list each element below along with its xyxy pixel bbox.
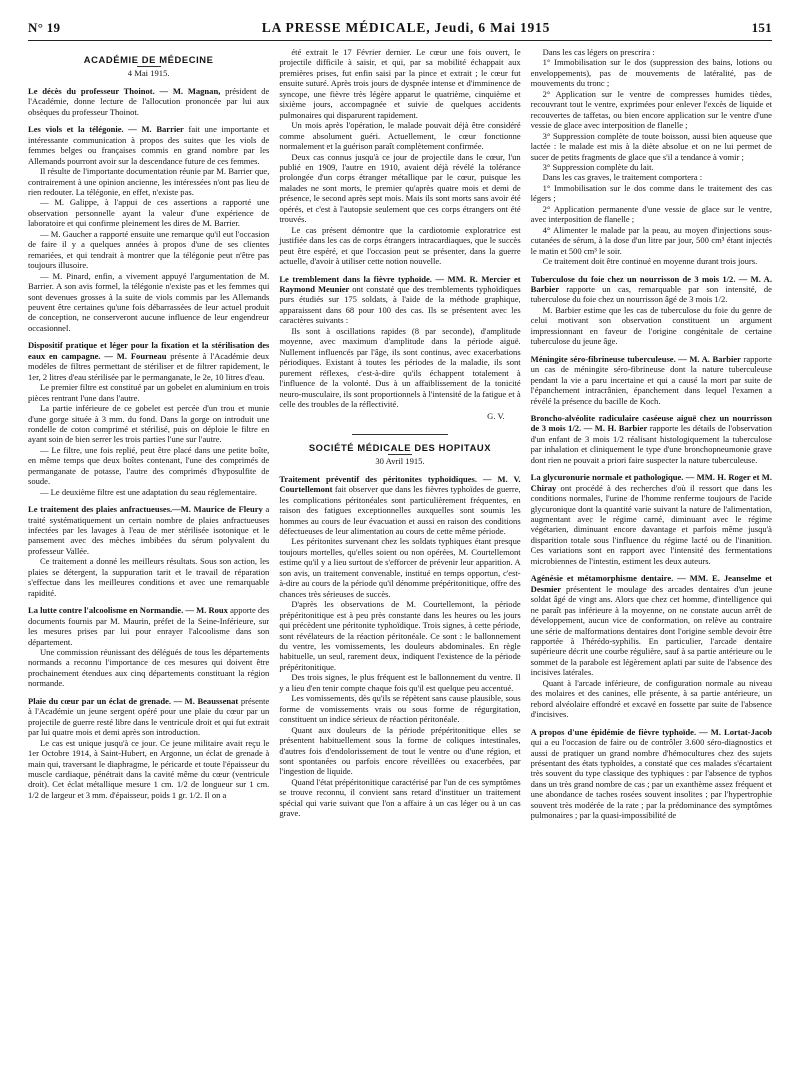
paragraph: Les péritonites survenant chez les soldats typhiques étant presque toujours mortelles, qu'elles soient ou non opérées, M. Courtellemont estime qu'il y a lieu surtout de s'efforcer de prévenir leur apparition. A son avis, un traitement convenable, institué en temps opportun, c'est-à-dire au cours de la période qu'il dénomme prépéritonitique, offre des chances très sérieuses de succès.: [279, 536, 521, 599]
article-text: rapporte un cas de méningite séro-fibrineuse dont la nature tuberculeuse pendant la vie a paru incertaine et qui a causé la mort par suite de l'épanchement intracrânien, épanchement dans lequel l'examen a révélé la présence du bacille de Koch.: [530, 353, 772, 406]
paragraph: Il résulte de l'importante documentation réunie par M. Barrier que, contrairement à une opinion ancienne, les intéressées n'ont pas lieu de rien redouter. La télégonie, en effet, n'existe pas.: [28, 166, 270, 197]
article-paragraph: [531, 472, 772, 566]
paragraph: M. Barbier estime que les cas de tuberculose du foie du genre de celui motivant son observation constituent un argument impressionnant en faveur de l'origine congénitale de certaine tuberculose du jeune âge.: [530, 304, 772, 347]
article-text: ont procédé à des recherches d'où il ressort que dans les conditions normales, l'urine de l'homme renferme toujours de l'acide glycuronique dont la quantité varie suivant la nature de l'alimentation, augmentant avec le régime carné, diminuant avec le régime végétarien, diminuant encore davantage et parfois même jusqu'à disparition totale sous l'influence du régime lacté ou de l'inanition. Ces variations sont en rapport avec l'intensité des fermentations microbiennes de l'intestin, estiment les deux auteurs.: [530, 482, 772, 566]
article-title: La lutte contre l'alcoolisme en Normandie. — M. Roux: [28, 605, 228, 616]
paragraph: 1° Immobilisation sur le dos (suppression des bains, lotions ou enveloppements), pas de mouvements de latéralité, pas de mouvements du tronc ;: [530, 57, 772, 89]
continued-paragraph: Dans les cas légers on prescrira :: [542, 47, 655, 57]
paragraph: Deux cas connus jusqu'à ce jour de projectile dans le cœur, l'un publié en 1909, l'autre en 1910, avaient déjà révélé la tolérance prolongée d'un corps étranger métallique par le cœur, puisque les malades ne sont morts, le premier qu'après quatre mois et demi de présence, le second après sept mois. Mais ils sont morts sans avoir été opérés, et c'est à l'autopsie seulement que ces corps étrangers ont été trouvés.: [279, 151, 521, 225]
paragraph: Ce traitement doit être continué en moyenne durant trois jours.: [542, 256, 758, 267]
paragraph: Dans les cas graves, le traitement comportera :: [542, 172, 703, 183]
article-title: Dispositif pratique et léger pour la fixation et la stérilisation des eaux en campagne. — M. Fourneau: [28, 340, 270, 361]
article-title: Broncho-alvéolite radiculaire caséeuse aiguë chez un nourrisson de 3 mois 1/2. — M. H. Barbier: [530, 412, 772, 434]
session-date: 4 Mai 1915.: [127, 68, 170, 79]
article-text: rapporte les détails de l'observation d'un enfant de 3 mois 1/2 réalisant histologiquement la tuberculose par inhalation et cliniquement le type d'une bronchopneumonie grave dont rien ne pouvait a priori faire suspecter la nature tuberculeuse.: [530, 423, 772, 465]
heading-rule: [137, 66, 161, 67]
paragraph: — Le filtre, une fois replié, peut être placé dans une petite boîte, en même temps que deux boîtes contenant, l'une des comprimés de permanganate de potasse, l'autre des comprimés d'hyposulfite de soude.: [28, 444, 270, 487]
article-text: fait observer que dans les fièvres typhoïdes de guerre, les complications péritonéales sont particulièrement fréquentes, en raison des fatigues exceptionnelles auxquelles sont soumis les hommes au cours de leur évacuation et aussi en raison des conditions défectueuses de leur alimentation au cours de cette même période.: [279, 484, 521, 537]
article-title: Le tremblement dans la fièvre typhoïde. — MM. R. Mercier et Raymond Meunier: [279, 273, 521, 294]
paragraph: 3° Suppression complète du lait.: [542, 161, 654, 172]
paragraph: Ce traitement a donné les meilleurs résultats. Sous son action, les plaies se détergent, la suppuration tarit et le travail de réparation s'effectue dans les meilleures conditions et avec une remarquable rapidité.: [28, 556, 270, 598]
paragraph: — Le deuxième filtre est une adaptation du seau réglementaire.: [40, 486, 257, 497]
session-date: 30 Avril 1915.: [375, 456, 425, 467]
article-paragraph: [28, 504, 269, 556]
section-heading: SOCIÉTÉ MÉDICALE DES HOPITAUX: [308, 441, 492, 453]
article-paragraph: [28, 86, 269, 117]
paragraph: Les vomissements, dès qu'ils se répètent sans cause plausible, sous forme de vomissements vrais ou sous forme de régurgitation, constituent un indice sérieux de réaction péritonéale.: [279, 693, 521, 725]
journal-title: LA PRESSE MÉDICALE, Jeudi, 6 Mai 1915: [261, 20, 551, 35]
article-text: présente à l'Académie un jeune sergent opéré pour une plaie du cœur par un projectile de guerre resté libre dans le ventricule droit et qui fut extrait par lui quatre mois et demi après son introduction.: [28, 695, 270, 738]
paragraph: 2° Application sur le ventre de compresses humides tièdes, recouvrant tout le ventre, exprimées pour enlever l'excès de liquide et recouvertes de taffetas, ou bien encore application sur le ventre d'une vessie de glace avec interposition de flanelle ;: [530, 88, 772, 131]
continued-paragraph: été extrait le 17 Février dernier. Le cœur une fois ouvert, le projectile difficile à saisir, et qui, par sa mobilité échappait aux premières prises, fut enfin saisi par la pince et extrait ; le cœur fut ensuite suturé. Après trois jours de dyspnée intense et d'imminence de syncope, une fièvre très légère apparut le quatrième, cinquième et sixième jours, accompagnée et suivie de quelques accidents pulmonaires qui disparurent rapidement.: [279, 47, 521, 120]
page-number: 151: [751, 20, 772, 35]
article-title: Le décès du professeur Thoinot. — M. Magnan,: [28, 85, 221, 96]
paragraph: Ils sont à oscillations rapides (8 par seconde), d'amplitude moyenne, avec maximum d'amplitude dans la période aiguë. Nullement influencés par l'âge, ils sont continus, avec exacerbations périodiques. Existant à toutes les périodes de la maladie, ils sont purement réflexes, c'est-à-dire qu'ils échappent totalement à l'influence de la volonté. Dus à un affaiblissement de la tonicité neuro-musculaire, ils sont proportionnels à l'intensité de la fatigue et à celle des troubles de la réflectivité.: [279, 325, 521, 409]
article-title: A propos d'une épidémie de fièvre typhoïde. — M. Lortat-Jacob: [530, 726, 772, 737]
paragraph: Une commission réunissant des délégués de tous les départements normands a reconnu l'importance de ces mesures qui doivent être prochainement étendues aux cinq départements constituant la région normande.: [28, 647, 270, 689]
article-title: Traitement préventif des péritonites typhoïdiques. — M. V. Courtellemont: [279, 473, 521, 495]
issue-number: N° 19: [28, 20, 61, 35]
article-text: président de l'Académie, donne lecture de l'allocution prononcée par lui aux obsèques du professeur Thoinot.: [28, 85, 270, 117]
paragraph: Le cas présent démontre que la cardiotomie exploratrice est justifiée dans les cas de corps étrangers intracardiaques, que le succès peut être espéré, et que l'occasion peut se présenter, dans la guerre actuelle, d'avoir à utiliser cette notion nouvelle.: [279, 224, 521, 267]
article-text: présentent le moulage des arcades dentaires d'un jeune soldat âgé de vingt ans. Alors que chez cet homme, d'intelligence qui ne paraît pas inférieure à la moyenne, on ne constate aucun arrêt de développement, aucun vice de conformation, on relève au contraire une série de malformations dentaires dont l'origine semble devoir être rapportée à l'hérédo-syphilis. En particulier, l'arcade dentaire supérieure décrit une courbe régulière, sauf à sa partie antérieure ou le sommet de la parabole est légèrement aplati par suite de l'absence des incisives latérales.: [530, 583, 772, 678]
section-separator: [352, 434, 448, 435]
article-text: ont constaté que des tremblements typhoïdiques purs étudiés sur 175 soldats, à l'aide de la méthode graphique, apparaissent dans 68 pour 100 des cas. Ils se présentent avec les caractères suivants :: [279, 283, 521, 326]
article-paragraph: [531, 354, 772, 406]
article-text: apporte des documents fournis par M. Maurin, préfet de la Seine-Inférieure, sur les mesures prises par lui pour enrayer l'alcoolisme dans son département.: [28, 605, 270, 647]
article-text: présente à l'Académie deux modèles de filtres permettant de stériliser et de filtrer rapidement, le 1er, 2 litres d'eau stérilisée par le permanganate, le 2e, 10 litres d'eau.: [28, 350, 270, 382]
paragraph: La partie inférieure de ce gobelet est percée d'un trou et munie d'une gorge située à 3 mm. du fond. Dans la gorge on introduit une rondelle de coton comprimé et stérilisé, puis on déploie le filtre en ayant soin de bien serrer les trois parties l'une sur l'autre.: [28, 403, 270, 445]
paragraph: 3° Suppression complète de toute boisson, aussi bien aqueuse que lactée : le malade est mis à la diète absolue et on ne lui permet de sucer de petits fragments de glace que s'il a tendance à vomir ;: [530, 130, 772, 162]
paragraph: Quant aux douleurs de la période prépéritonitique elles se présentent habituellement sous la forme de coliques intestinales, d'autres fois d'endolorissement de tout le ventre ou d'une région, et sont spontanées ou parfois encore réveillées ou exacerbées, par l'ingestion de liquide.: [279, 724, 521, 777]
article-title: Les viols et la télégonie. — M. Barrier: [28, 124, 184, 135]
paragraph: — M. Gaucher a rapporté ensuite une remarque qu'il eut l'occasion de faire il y a quelques années à propos d'une de ses clientes remariées, et qui tendrait à montrer que la télégonie peut n'être pas toujours illusoire.: [28, 228, 270, 271]
article-title: Tuberculose du foie chez un nourrisson de 3 mois 1/2. — M. A. Barbier: [530, 273, 772, 294]
paragraph: D'après les observations de M. Courtellemont, la période prépéritonitique est à peu près constante dans les heures ou les jours qui précèdent une péritonite typhoïdique. Trois signes, à cette période, sont révélateurs de la réaction péritonéale. Ce sont : le ballonnement du ventre, les vomissements, les douleurs abdominales. En règle habituelle, un seul, rarement deux, indiquent l'existence de la période prépéritonitique.: [279, 599, 521, 672]
text-columns: [28, 47, 772, 1076]
article-title: Le traitement des plaies anfractueuses.—M. Maurice de Fleury: [28, 504, 263, 515]
paragraph: Quand l'état prépéritonitique caractérisé par l'un de ces symptômes se trouve reconnu, il convient sans retard d'instituer un traitement spécial qui varie suivant que l'on a affaire à un cas léger ou à un cas grave.: [279, 776, 521, 819]
article-title: Plaie du cœur par un éclat de grenade. — M. Beaussenat: [28, 695, 239, 706]
article-paragraph: [28, 340, 269, 382]
column-2: [279, 47, 520, 1076]
article-text: rapporte un cas, remarquable par son intensité, de tuberculose du foie chez un nourrisson âgé de 3 mois 1/2.: [530, 283, 772, 305]
article-text: a traité systématiquement un certain nombre de plaies anfractueuses infectées par les lavages à l'eau de mer stérilisée isotonique et le pansement avec des mèches imbibées du sérum polyvalent du professeur Vallée.: [28, 504, 270, 556]
article-text: qui a eu l'occasion de faire ou de contrôler 3.600 séro-diagnostics et aussi de pratiquer un grand nombre d'hémocultures chez des sujets présentant des états typhoïdes, a constaté que ces malades s'écartaient très souvent du type classique des typhiques : par l'absence de typhos dans un très grand nombre de cas ; par un exanthème assez fréquent et une abondance de taches rosées souvent insolites ; par l'hypertrophie souvent très modérée de la rate ; par la prédominance des symptômes pulmonaires ; par la quasi-impossibilité de: [530, 737, 772, 821]
signature: G. V.: [487, 411, 505, 422]
paragraph: Quant à l'arcade inférieure, de configuration normale au niveau des molaires et des canines, elle présente, à sa partie antérieure, un rebord alvéolaire effondré et excavé en fossette par suite de l'absence d'incisives.: [530, 677, 772, 720]
column-3: [531, 47, 772, 1076]
article-text: fait une importante et intéressante communication à propos des suites que les viols de femmes belges ou françaises commis en grand nombre par les Allemands pourront avoir sur la descendance future de ces femmes.: [28, 124, 270, 166]
paragraph: — M. Pinard, enfin, a vivement appuyé l'argumentation de M. Barrier. A son avis formel, la télégonie n'existe pas et les femmes qui sont devenues grosses à la suite de viols commis par les Allemands peuvent être certaines qu'une fois débarrassées de leur actuel produit de conception, ne conserveront aucune influence de leur engendreur occasionnel.: [28, 270, 270, 333]
page-header: [28, 20, 772, 40]
article-paragraph: [28, 605, 269, 647]
article-title: Méningite séro-fibrineuse tuberculeuse. — M. A. Barbier: [530, 353, 741, 364]
article-paragraph: [28, 124, 269, 166]
heading-rule: [388, 454, 412, 455]
article-title: Agénésie et métamorphisme dentaire. — MM. E. Jeanselme et Desmier: [530, 573, 772, 594]
paragraph: Des trois signes, le plus fréquent est le ballonnement du ventre. Il y a lieu d'en tenir compte chaque fois qu'il est quelque peu accentué.: [279, 672, 521, 693]
article-title: La glycuronurie normale et pathologique. — MM. H. Roger et M. Chiray: [530, 472, 772, 493]
header-rule: [28, 40, 772, 41]
article-paragraph: [531, 573, 772, 678]
paragraph: Un mois après l'opération, le malade pouvait déjà être considéré comme absolument guéri. Actuellement, le cœur fonctionne normalement et la guérison paraît complètement confirmée.: [279, 120, 521, 152]
article-paragraph: [279, 274, 520, 326]
article-paragraph: [279, 474, 520, 537]
paragraph: Le cas est unique jusqu'à ce jour. Ce jeune militaire avait reçu le 1er Octobre 1914, à Saint-Hubert, en Argonne, un éclat de grenade à main qui, traversant le diaphragme, le péricarde et toute l'épaisseur du muscle cardiaque, pénétrait dans la cavité même du cœur (ventricule droit). Cet éclat métallique mesure 1 cm. 1/2 de longueur sur 1 cm. 1/2 de largeur et 3 mm. d'épaisseur, poids 1 gr. 1/2. Il on a: [28, 737, 270, 800]
article-paragraph: [531, 274, 772, 305]
article-paragraph: [531, 413, 772, 465]
paragraph: Le premier filtre est constitué par un gobelet en aluminium en trois pièces rentrant l'une dans l'autre.: [28, 382, 270, 403]
article-paragraph: [28, 696, 269, 738]
section-heading: ACADÉMIE DE MÉDECINE: [83, 54, 214, 65]
paragraph: 4° Alimenter le malade par la peau, au moyen d'injections sous-cutanées de sérum, à la dose d'un litre par jour, 500 cm³ étant injectés le matin et 500 cm³ le soir.: [530, 224, 772, 256]
paragraph: 1° Immobilisation sur le dos comme dans le traitement des cas légers ;: [530, 182, 772, 204]
paragraph: 2° Application permanente d'une vessie de glace sur le ventre, avec interposition de flanelle ;: [530, 203, 772, 225]
article-paragraph: [531, 727, 772, 821]
column-1: [28, 47, 269, 1076]
paragraph: — M. Galippe, à l'appui de ces assertions a rapporté une observation personnelle ayant la valeur d'une expérience de laboratoire et qui confirme pleinement les dires de M. Barrier.: [28, 197, 270, 229]
